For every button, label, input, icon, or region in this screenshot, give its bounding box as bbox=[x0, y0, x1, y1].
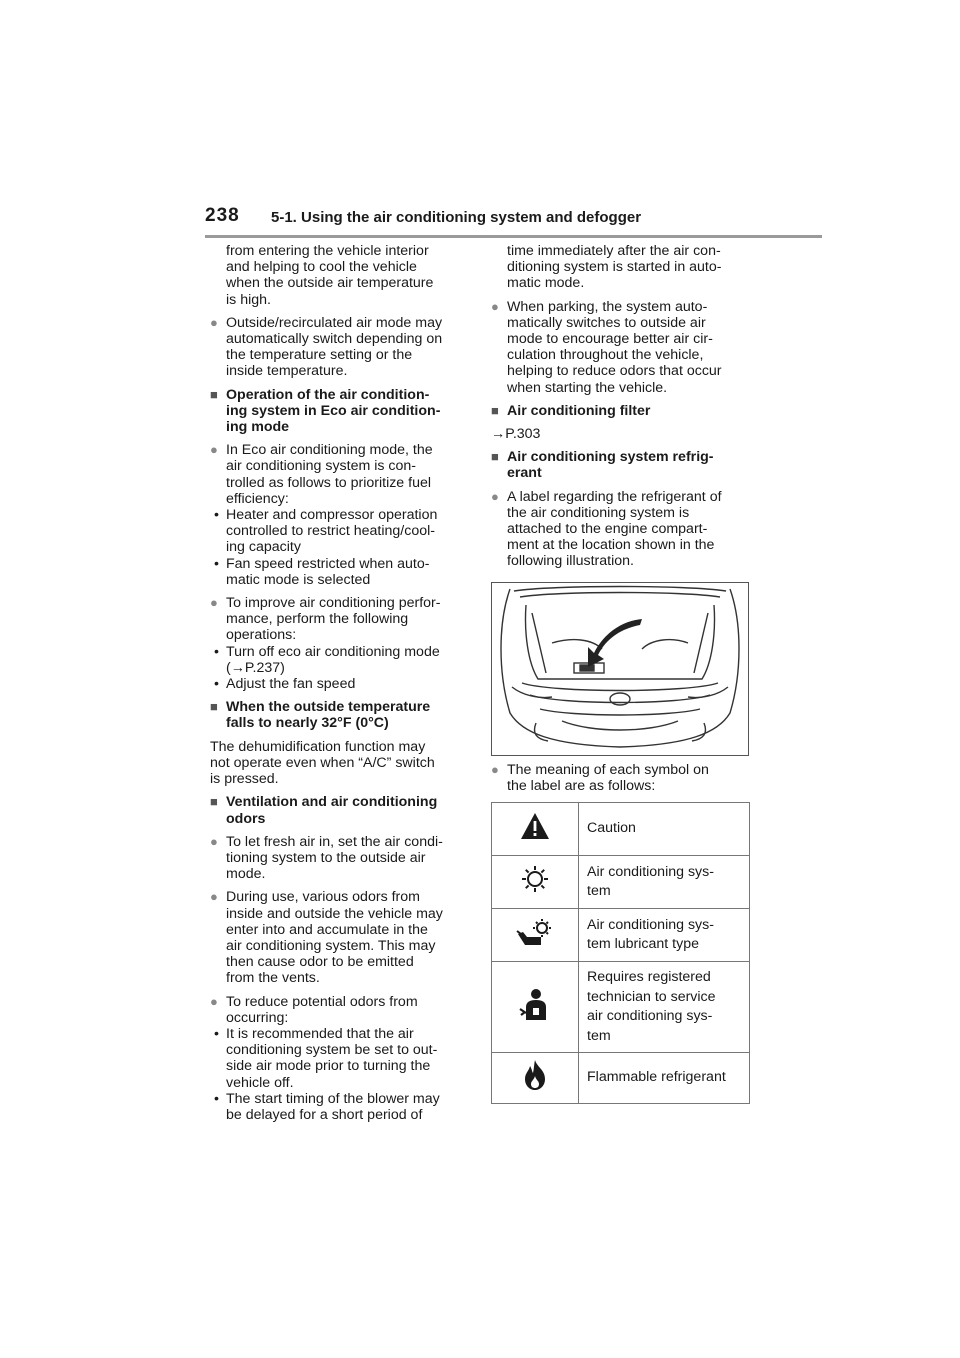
text-line: when starting the vehicle. bbox=[507, 379, 668, 396]
text-line: air conditioning sys- bbox=[587, 1008, 713, 1024]
text-line: matic mode is selected bbox=[226, 571, 371, 588]
paragraph-dehumidification bbox=[210, 739, 470, 788]
engine-compartment-illustration bbox=[491, 582, 749, 756]
heading-ventilation-odors bbox=[210, 794, 470, 826]
text-line: Air conditioning sys- bbox=[587, 916, 714, 933]
text-line: tioning system to the outside air bbox=[226, 849, 426, 866]
text-line: matic mode. bbox=[507, 275, 585, 292]
sub-fan-speed bbox=[210, 556, 470, 588]
technician-icon bbox=[492, 962, 579, 1053]
symbol-label bbox=[579, 962, 750, 1053]
bullet-parking bbox=[491, 299, 751, 396]
sub-heater-compressor bbox=[210, 507, 470, 556]
section-title: 5-1. Using the air conditioning system and defogger bbox=[271, 209, 642, 226]
text-line: ■ Air conditioning system refrig- bbox=[507, 449, 714, 466]
text-line: helping to reduce odors that occur bbox=[507, 363, 722, 380]
text-line: ing capacity bbox=[226, 539, 301, 556]
continued-paragraph bbox=[210, 243, 470, 308]
text-line: be delayed for a short period of bbox=[226, 1106, 423, 1123]
bullet-eco-mode bbox=[210, 442, 470, 507]
text-line: Caution bbox=[587, 820, 636, 837]
sub-blower-delay bbox=[210, 1091, 470, 1123]
symbol-label bbox=[579, 856, 750, 909]
text-line: inside temperature. bbox=[226, 363, 348, 380]
right-column bbox=[491, 243, 751, 577]
text-line: ● To reduce potential odors from bbox=[226, 993, 418, 1010]
table-row bbox=[492, 856, 750, 909]
table-row bbox=[492, 909, 750, 962]
sub-adjust-fan bbox=[210, 676, 470, 692]
table-row bbox=[492, 1053, 750, 1104]
text-line: (→P.237) bbox=[226, 659, 285, 676]
right-column-lower bbox=[491, 762, 751, 801]
bullet-improve-performance bbox=[210, 595, 470, 644]
text-line: ■ When the outside temperature bbox=[226, 699, 431, 716]
symbol-table bbox=[491, 802, 750, 1104]
heading-eco-mode bbox=[210, 387, 470, 436]
continued-paragraph-right bbox=[491, 243, 751, 292]
text-line: ■ Ventilation and air conditioning bbox=[226, 794, 438, 811]
text-line: ● In Eco air conditioning mode, the bbox=[226, 442, 433, 459]
text-line: • Adjust the fan speed bbox=[226, 676, 356, 693]
bullet-reduce-odors bbox=[210, 994, 470, 1026]
symbol-label bbox=[579, 1053, 750, 1104]
page-reference-filter[interactable]: →P.303 bbox=[491, 426, 541, 443]
bullet-fresh-air bbox=[210, 834, 470, 883]
text-line: ● To improve air conditioning perfor- bbox=[226, 595, 441, 612]
table-row bbox=[492, 803, 750, 856]
page-header bbox=[205, 205, 822, 235]
text-line: and helping to cool the vehicle bbox=[226, 259, 417, 276]
text-line: • Fan speed restricted when auto- bbox=[226, 555, 430, 572]
flame-icon bbox=[492, 1053, 579, 1104]
header-rule bbox=[205, 235, 822, 238]
warning-triangle-icon bbox=[492, 803, 579, 856]
heading-outside-temperature bbox=[210, 699, 470, 731]
text-line: • Turn off eco air conditioning mode bbox=[226, 643, 440, 660]
text-line: matically switches to outside air bbox=[507, 314, 706, 331]
bullet-label-location bbox=[491, 489, 751, 570]
text-line: ing system in Eco air condition- bbox=[226, 402, 441, 419]
text-line: automatically switch depending on bbox=[226, 331, 443, 348]
text-line: technician to service bbox=[587, 988, 716, 1005]
text-line: following illustration. bbox=[507, 553, 634, 570]
text-line: ● The meaning of each symbol on bbox=[507, 762, 709, 778]
snowflake-sun-icon bbox=[492, 856, 579, 909]
text-line: controlled to restrict heating/cool- bbox=[226, 523, 435, 540]
sub-recommend-outside-air bbox=[210, 1026, 470, 1091]
text-line: time immediately after the air con- bbox=[507, 243, 721, 259]
text-line: mance, perform the following bbox=[226, 611, 409, 628]
text-line: ment at the location shown in the bbox=[507, 537, 715, 554]
text-line: erant bbox=[507, 465, 542, 482]
heading-refrigerant bbox=[491, 449, 751, 481]
text-line: ● When parking, the system auto- bbox=[507, 298, 708, 315]
text-line: ditioning system is started in auto- bbox=[507, 259, 722, 276]
text-line: from entering the vehicle interior bbox=[226, 243, 429, 259]
text-line: • The start timing of the blower may bbox=[226, 1090, 440, 1107]
text-line: falls to nearly 32°F (0°C) bbox=[226, 715, 389, 732]
text-line: vehicle off. bbox=[226, 1074, 294, 1091]
text-line: ● Outside/recirculated air mode may bbox=[226, 314, 443, 331]
text-line: Air conditioning sys- bbox=[587, 863, 714, 880]
text-line: ■ Air conditioning filter bbox=[507, 402, 651, 419]
text-line: operations: bbox=[226, 627, 297, 644]
bullet-symbol-meaning bbox=[491, 762, 751, 794]
text-line: conditioning system be set to out- bbox=[226, 1042, 438, 1059]
table-row bbox=[492, 962, 750, 1053]
text-line: Flammable refrigerant bbox=[587, 1069, 726, 1086]
text-line: tem bbox=[587, 1027, 611, 1044]
symbol-label bbox=[579, 803, 750, 856]
text-line: odors bbox=[226, 810, 266, 827]
text-line: enter into and accumulate in the bbox=[226, 921, 428, 938]
text-line: air conditioning system is con- bbox=[226, 458, 417, 475]
text-line: is high. bbox=[226, 291, 271, 308]
text-line: then cause odor to be emitted bbox=[226, 954, 414, 971]
text-line: inside and outside the vehicle may bbox=[226, 905, 443, 922]
text-line: mode to encourage better air cir- bbox=[507, 331, 713, 348]
page-number: 238 bbox=[205, 205, 240, 226]
bullet-during-use bbox=[210, 889, 470, 986]
oil-can-icon bbox=[492, 909, 579, 962]
text-line: attached to the engine compart- bbox=[507, 521, 708, 538]
text-line: air conditioning system. This may bbox=[226, 937, 436, 954]
text-line: Requires registered bbox=[587, 969, 711, 985]
text-line: ● To let fresh air in, set the air condi- bbox=[226, 833, 443, 850]
text-line: The dehumidification function may bbox=[210, 738, 426, 755]
text-line: ● A label regarding the refrigerant of bbox=[507, 488, 722, 505]
text-line: the air conditioning system is bbox=[507, 504, 690, 521]
text-line: is pressed. bbox=[210, 771, 279, 788]
text-line: ● During use, various odors from bbox=[226, 889, 420, 906]
text-line: the label are as follows: bbox=[507, 778, 656, 795]
symbol-label bbox=[579, 909, 750, 962]
text-line: ing mode bbox=[226, 419, 290, 436]
text-line: tem bbox=[587, 883, 611, 899]
text-line: mode. bbox=[226, 866, 266, 883]
text-line: when the outside air temperature bbox=[226, 275, 434, 292]
text-line: from the vents. bbox=[226, 970, 320, 987]
text-line: ■ Operation of the air condition- bbox=[226, 386, 430, 403]
text-line: occurring: bbox=[226, 1009, 289, 1026]
text-line: the temperature setting or the bbox=[226, 347, 413, 364]
text-line: • Heater and compressor operation bbox=[226, 507, 438, 524]
text-line: trolled as follows to prioritize fuel bbox=[226, 474, 432, 491]
sub-turn-off-eco bbox=[210, 644, 470, 676]
heading-air-filter bbox=[491, 403, 751, 419]
text-line: not operate even when “A/C” switch bbox=[210, 754, 435, 771]
bullet-outside-air-mode bbox=[210, 315, 470, 380]
text-line: side air mode prior to turning the bbox=[226, 1058, 431, 1075]
left-column bbox=[210, 243, 470, 1123]
text-line: tem lubricant type bbox=[587, 936, 699, 952]
text-line: • It is recommended that the air bbox=[226, 1025, 414, 1042]
text-line: efficiency: bbox=[226, 490, 289, 507]
text-line: culation throughout the vehicle, bbox=[507, 347, 704, 364]
